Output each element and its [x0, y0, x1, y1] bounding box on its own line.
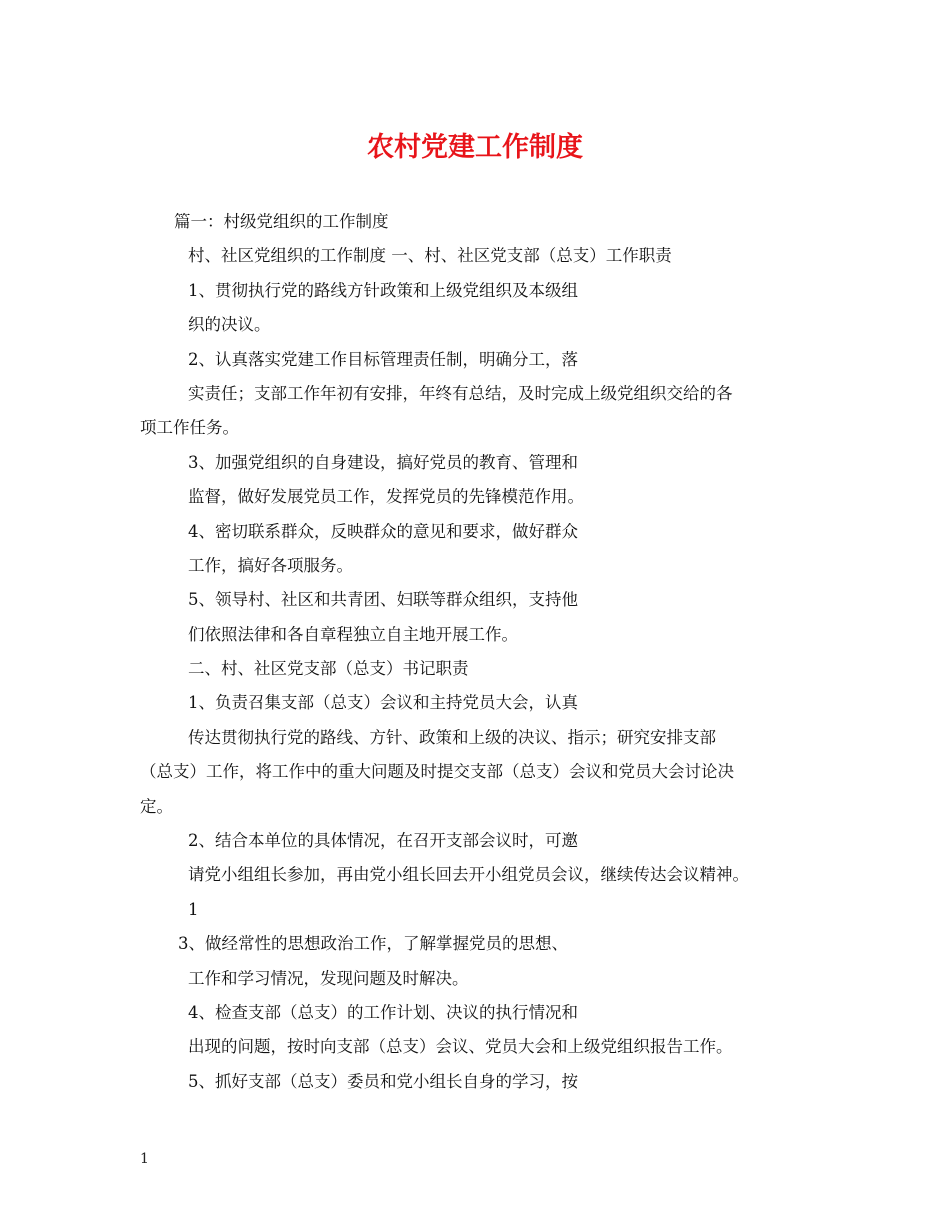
text-line: 3、加强党组织的自身建设，搞好党员的教育、管理和	[188, 452, 578, 472]
text-line: 工作，搞好各项服务。	[188, 555, 353, 575]
text-line: 4、检查支部（总支）的工作计划、决议的执行情况和	[188, 1002, 578, 1022]
text-line: 请党小组组长参加，再由党小组长回去开小组党员会议，继续传达会议精神。	[188, 865, 749, 885]
text-line: 二、村、社区党支部（总支）书记职责	[188, 659, 469, 679]
text-line: 工作和学习情况，发现问题及时解决。	[188, 968, 469, 988]
text-line: 1、负责召集支部（总支）会议和主持党员大会，认真	[188, 693, 578, 713]
text-line: 项工作任务。	[140, 418, 239, 438]
document-body	[140, 205, 820, 1099]
text-line: 定。	[140, 796, 173, 816]
text-line: 们依照法律和各自章程独立自主地开展工作。	[188, 624, 518, 644]
text-line: 2、结合本单位的具体情况，在召开支部会议时，可邀	[188, 831, 578, 851]
text-line: 实责任；支部工作年初有安排，年终有总结，及时完成上级党组织交给的各	[188, 383, 733, 403]
text-line: 篇一：村级党组织的工作制度	[174, 212, 389, 231]
text-line: 5、抓好支部（总支）委员和党小组长自身的学习，按	[188, 1071, 578, 1091]
text-line: 织的决议。	[188, 315, 271, 335]
text-line: 5、领导村、社区和共青团、妇联等群众组织，支持他	[188, 590, 578, 610]
text-line: 3、做经常性的思想政治工作，了解掌握党员的思想、	[178, 934, 568, 954]
text-line: 2、认真落实党建工作目标管理责任制，明确分工，落	[188, 349, 578, 369]
page-number: 1	[140, 1151, 149, 1167]
text-line: 1	[188, 899, 199, 919]
text-line: 监督，做好发展党员工作，发挥党员的先锋模范作用。	[188, 487, 584, 507]
text-line: 4、密切联系群众，反映群众的意见和要求，做好群众	[188, 521, 578, 541]
text-line: 村、社区党组织的工作制度 一、村、社区党支部（总支）工作职责	[188, 246, 672, 266]
text-line: 传达贯彻执行党的路线、方针、政策和上级的决议、指示；研究安排支部	[188, 727, 716, 747]
text-line: 1、贯彻执行党的路线方针政策和上级党组织及本级组	[188, 280, 578, 300]
text-line: 出现的问题，按时向支部（总支）会议、党员大会和上级党组织报告工作。	[188, 1037, 733, 1057]
document-title: 农村党建工作制度	[367, 132, 583, 163]
text-line: （总支）工作，将工作中的重大问题及时提交支部（总支）会议和党员大会讨论决	[140, 762, 734, 782]
